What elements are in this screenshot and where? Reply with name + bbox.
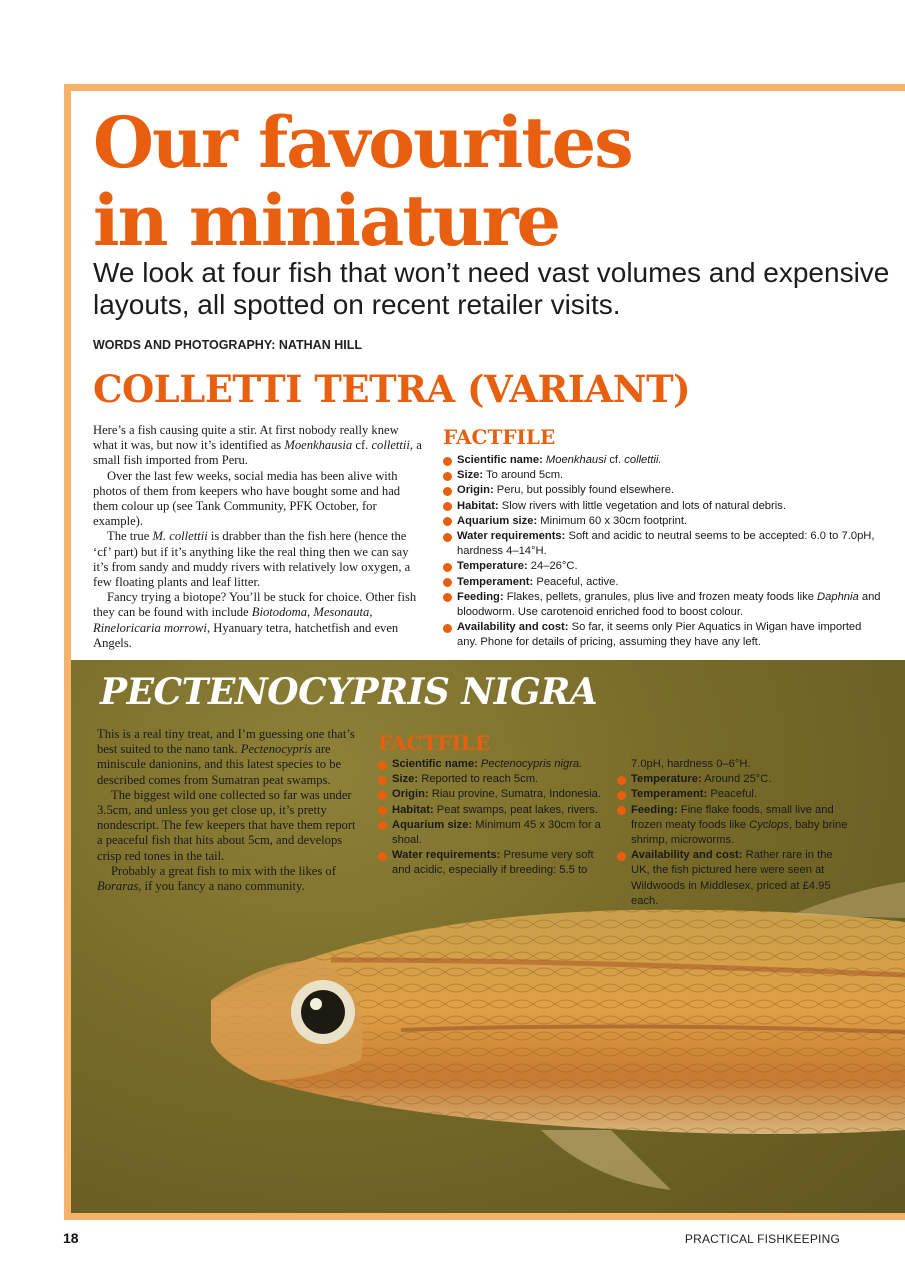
- byline: WORDS AND PHOTOGRAPHY: NATHAN HILL: [93, 338, 362, 352]
- factfile-label: Aquarium size:: [392, 818, 473, 831]
- factfile-label: Scientific name:: [392, 758, 478, 770]
- section1-body: [93, 423, 425, 651]
- factfile-item: [378, 787, 606, 802]
- bullet-icon: [443, 517, 452, 526]
- section1-paragraph-4: [93, 590, 425, 651]
- text-run-italic: Biotodoma, Mesonauta, Rineloricaria morrowi: [93, 605, 373, 635]
- text-run: , if you fancy a nano community.: [138, 879, 305, 894]
- section1-paragraph-2: Over the last few weeks, social media has been alive with photos of them from keepers who have bought some and had them colour up (see Tank Community, PFK October, for example).: [93, 468, 401, 529]
- section2-factfile-col1: [378, 757, 606, 879]
- factfile-item: [378, 848, 606, 878]
- text-run: The true: [107, 529, 153, 544]
- factfile-item: [617, 803, 852, 849]
- bullet-icon: [378, 776, 387, 785]
- bullet-icon: [378, 791, 387, 800]
- factfile-label: Feeding:: [631, 803, 678, 816]
- bullet-icon: [378, 806, 387, 815]
- factfile-value: Soft and acidic to neutral seems to be accepted: 6.0 to 7.0pH, hardness 4–14°H.: [457, 530, 875, 558]
- bullet-icon: [443, 593, 452, 602]
- section2-title: PECTENOCYPRIS NIGRA: [100, 671, 598, 713]
- factfile-label: Water requirements:: [392, 849, 501, 862]
- text-run: are miniscule danionins, and this latest species to be described comes from Sumatran peat swamps.: [97, 742, 342, 787]
- factfile-value: , baby brine shrimp, microworms.: [631, 818, 848, 847]
- bullet-icon: [443, 472, 452, 481]
- page-frame-top: [64, 84, 905, 91]
- factfile-value: Peru, but possibly found elsewhere.: [493, 484, 675, 497]
- factfile-item: [378, 757, 606, 772]
- factfile-label: Temperature:: [457, 560, 528, 573]
- factfile-label: Water requirements:: [457, 530, 566, 543]
- factfile-value: Reported to reach 5cm.: [418, 773, 539, 786]
- factfile-item: [378, 818, 606, 848]
- factfile-value: Presume very soft and acidic, especially if breeding: 5.5 to: [392, 849, 594, 877]
- headline: [93, 101, 893, 262]
- bullet-icon: [378, 852, 387, 861]
- factfile-item: [617, 772, 852, 787]
- factfile-value: Cyclops: [749, 818, 789, 831]
- section2-paragraph-1: [97, 727, 359, 788]
- factfile-label: Availability and cost:: [631, 849, 743, 862]
- factfile-item: [378, 803, 606, 818]
- bullet-icon: [443, 487, 452, 496]
- bullet-icon: [443, 578, 452, 587]
- factfile-item: [617, 848, 852, 909]
- factfile-value: To around 5cm.: [483, 469, 564, 482]
- factfile-item: [443, 453, 883, 468]
- bullet-icon: [443, 502, 452, 511]
- magazine-name: PRACTICAL FISHKEEPING: [684, 1232, 840, 1246]
- standfirst: We look at four fish that won’t need vast volumes and expensive layouts, all spotted on recent retailer visits.: [93, 257, 890, 320]
- bullet-icon: [443, 457, 452, 466]
- text-run: Fancy trying a biotope? You’ll be stuck for choice. Other fish they can be found with include: [93, 590, 417, 620]
- section2-factfile-title: FACTFILE: [378, 731, 491, 755]
- headline-line-2: in miniature: [93, 179, 559, 262]
- factfile-item: [443, 514, 883, 529]
- factfile-value: Riau provine, Sumatra, Indonesia.: [428, 788, 601, 801]
- factfile-value: and bloodworm. Use carotenoid enriched food to boost colour.: [457, 590, 881, 619]
- bullet-icon: [443, 563, 452, 572]
- text-run: cf.: [352, 438, 372, 453]
- factfile-label: Temperament:: [631, 788, 708, 801]
- factfile-value: cf.: [606, 454, 625, 466]
- text-run: Here’s a fish causing quite a stir. At first nobody really knew what it was, but now it’s identified as: [93, 423, 399, 453]
- factfile-item: [443, 620, 883, 650]
- headline-line-1: Our favourites: [93, 101, 632, 184]
- page-frame-left: [64, 84, 71, 1220]
- factfile-item: [617, 787, 852, 802]
- factfile-value: Peaceful.: [707, 788, 758, 801]
- section1-paragraph-1: [93, 423, 425, 469]
- section2-factfile-col2: [617, 757, 852, 909]
- text-run: This is a real tiny treat, and I’m guessing one that’s best suited to the nano tank.: [97, 727, 355, 757]
- section2-paragraph-3: [97, 864, 359, 894]
- page-frame-bottom: [64, 1213, 905, 1220]
- factfile-item: [443, 590, 883, 620]
- factfile-item: [443, 468, 883, 483]
- factfile-value: Moenkhausi: [545, 454, 607, 466]
- section1-factfile-title: FACTFILE: [443, 425, 556, 449]
- bullet-icon: [617, 806, 626, 815]
- factfile-item: [378, 772, 606, 787]
- factfile-value: Flakes, pellets, granules, plus live and frozen meaty foods like: [503, 590, 818, 603]
- factfile-label: Origin:: [392, 788, 429, 801]
- factfile-value: Around 25°C.: [701, 773, 772, 786]
- factfile-value: So far, it seems only Pier Aquatics in Wigan have imported any. Phone for details of pricing, assuming they have any left.: [457, 621, 862, 649]
- bullet-icon: [443, 533, 452, 542]
- factfile-label: Habitat:: [457, 499, 499, 512]
- text-run-italic: M. collettii: [152, 529, 208, 544]
- section1-paragraph-3: [93, 529, 425, 590]
- factfile-item: [443, 575, 883, 590]
- bullet-icon: [443, 624, 452, 633]
- factfile-label: Temperament:: [457, 575, 534, 588]
- factfile-value: Slow rivers with little vegetation and lots of natural debris.: [498, 499, 786, 512]
- section2-body: [97, 727, 359, 894]
- factfile-label: Feeding:: [457, 590, 504, 603]
- factfile-value: collettii.: [624, 454, 662, 466]
- factfile-label: Aquarium size:: [457, 514, 538, 527]
- factfile-value: Peat swamps, peat lakes, rivers.: [433, 803, 598, 816]
- text-run: , a small fish imported from Peru.: [93, 438, 422, 468]
- section1-title: COLLETTI TETRA (VARIANT): [93, 367, 691, 411]
- factfile-value: Rather rare in the UK, the fish pictured here were seen at Wildwoods in Middlesex, priced at £4.95 each.: [631, 849, 833, 907]
- bullet-icon: [617, 791, 626, 800]
- bullet-icon: [378, 821, 387, 830]
- bullet-icon: [617, 852, 626, 861]
- bullet-icon: [378, 761, 387, 770]
- factfile-label: Size:: [392, 773, 419, 786]
- page-number: 18: [63, 1230, 79, 1246]
- factfile-value: Minimum 60 x 30cm footprint.: [537, 514, 688, 527]
- factfile-value: Fine flake foods, small live and frozen meaty foods like: [631, 803, 834, 831]
- factfile-label: Scientific name:: [457, 454, 543, 466]
- text-run: is drabber than the fish here (hence the ‘cf’ part) but if it’s anything like the real thing then we can say it’s from sandy and muddy rivers with relatively low oxygen, a few floating plants and leaf litter.: [93, 529, 411, 590]
- section2-paragraph-2: The biggest wild one collected so far was under 3.5cm, and unless you get close up, it’s pretty nondescript. The few keepers that have them report a peaceful fish that hits about 5cm, and develops crisp red tones in the tail.: [97, 787, 356, 863]
- section1-factfile: [443, 453, 883, 651]
- text-run: , Hyanuary tetra, hatchetfish and even Angels.: [93, 620, 399, 650]
- text-run: Probably a great fish to mix with the likes of: [111, 863, 336, 878]
- text-run-italic: Moenkhausia: [284, 438, 353, 453]
- factfile-value: Minimum 45 x 30cm for a shoal.: [392, 818, 601, 847]
- bullet-icon: [617, 776, 626, 785]
- factfile-value: Daphnia: [817, 590, 859, 603]
- factfile-label: Size:: [457, 469, 484, 482]
- factfile-label: Origin:: [457, 484, 494, 497]
- factfile-value: Pectenocypris nigra.: [480, 758, 583, 770]
- factfile-item-continued: 7.0pH, hardness 0–6°H.: [631, 758, 751, 770]
- factfile-value: 24–26°C.: [527, 560, 578, 573]
- factfile-label: Habitat:: [392, 803, 434, 816]
- text-run-italic: Boraras: [97, 879, 139, 894]
- factfile-item: [443, 483, 883, 498]
- factfile-label: Temperature:: [631, 773, 702, 786]
- factfile-item: [443, 559, 883, 574]
- text-run-italic: collettii: [371, 438, 410, 453]
- factfile-value: Peaceful, active.: [533, 575, 619, 588]
- text-run-italic: Pectenocypris: [240, 742, 313, 757]
- factfile-label: Availability and cost:: [457, 621, 569, 634]
- factfile-item: [443, 499, 883, 514]
- factfile-item: [443, 529, 883, 559]
